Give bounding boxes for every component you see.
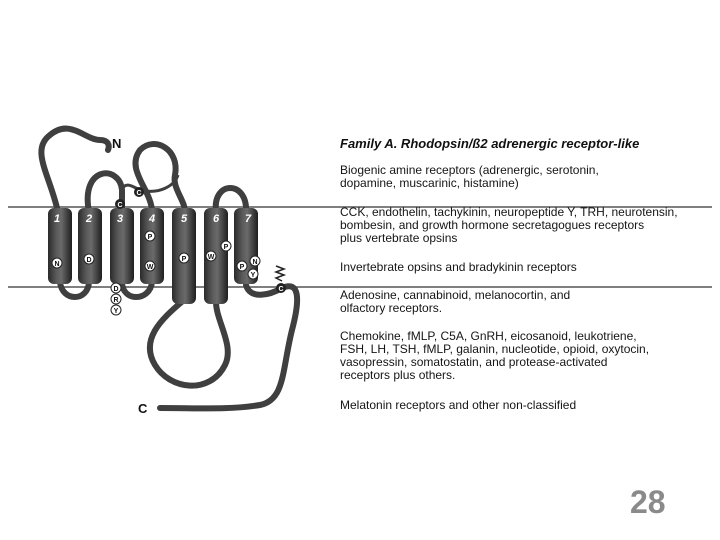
helix-4-number: 4 bbox=[148, 213, 156, 225]
residue-h4-p bbox=[145, 231, 155, 241]
helix-2-number: 2 bbox=[85, 213, 93, 225]
loop-1-2 bbox=[60, 282, 89, 297]
loop-5-6 bbox=[150, 300, 228, 386]
residue-c-tail bbox=[276, 283, 286, 293]
svg-text:R: R bbox=[113, 297, 119, 304]
residue-h7-y bbox=[248, 269, 258, 279]
svg-text:P: P bbox=[223, 244, 229, 251]
svg-text:P: P bbox=[147, 234, 153, 241]
residue-h7-p bbox=[237, 261, 247, 271]
residue-h3-d bbox=[111, 283, 121, 293]
svg-text:N: N bbox=[252, 259, 258, 266]
residue-h6-p bbox=[221, 241, 231, 251]
residue-h7-n bbox=[250, 256, 260, 266]
residue-h3-y bbox=[111, 305, 121, 315]
svg-text:Y: Y bbox=[250, 272, 256, 279]
residue-h2-d bbox=[84, 254, 94, 264]
group-adenosine: Adenosine, cannabinoid, melanocortin, and olfactory receptors. bbox=[340, 288, 571, 315]
group-peptide-receptors: CCK, endothelin, tachykinin, neuropeptide Y, TRH, neurotensin, bombesin, and growth hormone secretagogues receptors plus vertebrate opsins bbox=[340, 205, 678, 245]
group-invertebrate-opsins: Invertebrate opsins and bradykinin receptors bbox=[340, 260, 577, 274]
helix-1-number: 1 bbox=[53, 213, 61, 225]
svg-text:N: N bbox=[54, 261, 60, 268]
group-melatonin: Melatonin receptors and other non-classified bbox=[340, 398, 577, 412]
residue-h1-n bbox=[52, 258, 62, 268]
svg-text:P: P bbox=[181, 256, 187, 263]
residue-h5-p bbox=[179, 253, 189, 263]
svg-text:C: C bbox=[136, 190, 142, 197]
n-terminal-tail bbox=[41, 129, 108, 212]
residue-h6-w bbox=[206, 251, 216, 261]
slide-number: 28 bbox=[630, 484, 666, 520]
svg-text:D: D bbox=[113, 286, 119, 293]
svg-text:W: W bbox=[146, 264, 154, 271]
group-biogenic-amine: Biogenic amine receptors (adrenergic, serotonin, dopamine, muscarinic, histamine) bbox=[340, 163, 599, 190]
extracellular-loop-top bbox=[122, 175, 178, 191]
svg-text:Y: Y bbox=[113, 308, 119, 315]
residue-h4-w bbox=[145, 261, 155, 271]
residue-h3-r bbox=[111, 294, 121, 304]
helix-7-number: 7 bbox=[244, 213, 252, 225]
helix-5-number: 5 bbox=[180, 213, 188, 225]
svg-text:C: C bbox=[278, 286, 284, 293]
svg-text:C: C bbox=[117, 202, 123, 209]
svg-text:P: P bbox=[239, 264, 245, 271]
helix-3-number: 3 bbox=[116, 213, 124, 225]
c-terminus-label: C bbox=[138, 401, 148, 416]
residue-c-top-right bbox=[134, 187, 144, 197]
svg-text:D: D bbox=[86, 257, 92, 264]
family-title: Family A. Rhodopsin/ß2 adrenergic receptor-like bbox=[340, 136, 640, 151]
helix-6-number: 6 bbox=[212, 213, 220, 225]
loop-3-4 bbox=[122, 282, 152, 297]
palmitoyl-anchor bbox=[276, 266, 284, 281]
group-chemokine: Chemokine, fMLP, C5A, GnRH, eicosanoid, leukotriene, FSH, LH, TSH, fMLP, galanin, nucleotide, opioid, oxytocin, vasopressin, somatostatin, and protease-activated receptors plus others. bbox=[340, 329, 650, 382]
n-terminus-label: N bbox=[112, 136, 122, 151]
residue-c-top-left bbox=[115, 199, 125, 209]
svg-text:W: W bbox=[207, 254, 215, 261]
